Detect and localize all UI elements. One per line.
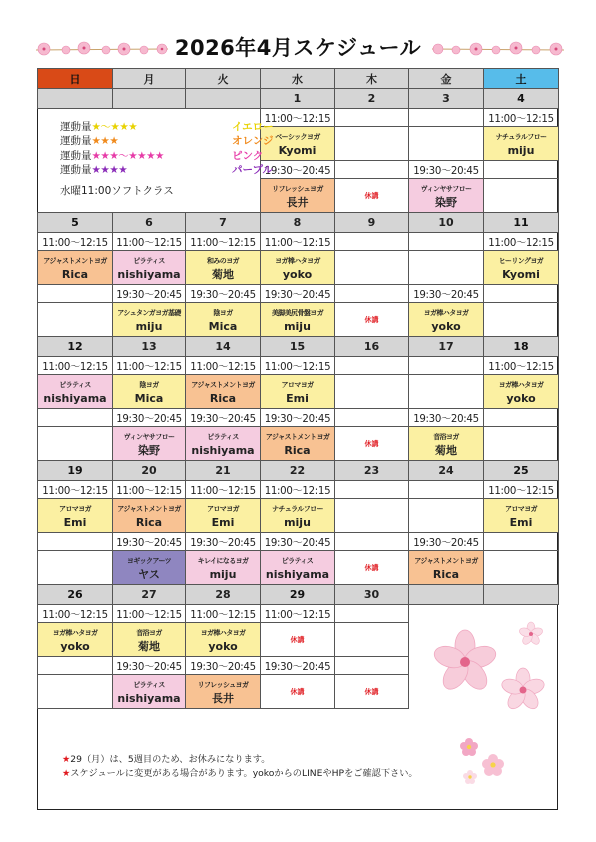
time-cell bbox=[335, 285, 409, 303]
class-cell bbox=[38, 303, 113, 337]
note-text: 29（月）は、5週目のため、お休みになります。 bbox=[70, 754, 271, 765]
instructor-name: ヤス bbox=[138, 567, 160, 581]
class-cell bbox=[113, 551, 186, 585]
date-cell bbox=[409, 585, 484, 605]
class-name: ピラティス bbox=[207, 432, 239, 441]
class-cell bbox=[409, 179, 484, 213]
class-cell bbox=[186, 251, 261, 285]
legend-label bbox=[60, 163, 127, 177]
time-cell: 19:30〜20:45 bbox=[113, 533, 186, 551]
class-cell bbox=[186, 551, 261, 585]
instructor-name: Rica bbox=[135, 515, 163, 529]
class-name: ヨガ棒ハタヨガ bbox=[200, 628, 246, 637]
instructor-name: nishiyama bbox=[117, 267, 181, 281]
note-star-icon: ★ bbox=[62, 768, 71, 779]
class-cell bbox=[38, 623, 113, 657]
class-cell bbox=[484, 127, 559, 161]
class-cell bbox=[484, 375, 559, 409]
class-cell bbox=[261, 179, 335, 213]
instructor-name: Emi bbox=[211, 515, 235, 529]
class-cell bbox=[186, 623, 261, 657]
class-cell bbox=[261, 499, 335, 533]
cancelled-label: 休講 bbox=[335, 303, 409, 337]
time-cell: 11:00〜12:15 bbox=[261, 109, 335, 127]
time-cell: 19:30〜20:45 bbox=[261, 409, 335, 427]
class-name: リフレッシュヨガ bbox=[272, 184, 323, 193]
time-cell bbox=[335, 357, 409, 375]
date-cell bbox=[38, 89, 113, 109]
class-name: 美脚美尻骨盤ヨガ bbox=[271, 308, 324, 317]
class-cell bbox=[335, 251, 409, 285]
class-name: ベーシックヨガ bbox=[275, 132, 320, 141]
time-cell bbox=[484, 161, 559, 179]
time-cell: 11:00〜12:15 bbox=[113, 233, 186, 251]
time-cell bbox=[38, 657, 113, 675]
title-area bbox=[0, 32, 596, 62]
class-cell bbox=[484, 251, 559, 285]
instructor-name: 菊地 bbox=[435, 443, 457, 457]
time-cell bbox=[409, 481, 484, 499]
date-cell: 26 bbox=[38, 585, 113, 605]
time-cell bbox=[335, 161, 409, 179]
class-cell bbox=[409, 551, 484, 585]
date-cell: 29 bbox=[261, 585, 335, 605]
date-cell: 8 bbox=[261, 213, 335, 233]
note-text: スケジュールに変更がある場合があります。yokoからのLINEやHPをご確認下さい。 bbox=[70, 768, 418, 779]
class-cell bbox=[113, 303, 186, 337]
note-line bbox=[62, 753, 482, 767]
time-cell: 11:00〜12:15 bbox=[186, 605, 261, 623]
date-cell: 4 bbox=[484, 89, 559, 109]
time-cell bbox=[484, 409, 559, 427]
instructor-name: nishiyama bbox=[191, 443, 255, 457]
instructor-name: Rica bbox=[61, 267, 89, 281]
pm-time-row bbox=[38, 409, 559, 427]
time-cell: 19:30〜20:45 bbox=[186, 657, 261, 675]
class-name: 音浴ヨガ bbox=[433, 432, 459, 441]
class-cell bbox=[113, 499, 186, 533]
legend-color-name: ピンク bbox=[232, 149, 264, 162]
time-cell bbox=[335, 409, 409, 427]
instructor-name: yoko bbox=[431, 319, 461, 333]
date-cell: 20 bbox=[113, 461, 186, 481]
class-cell bbox=[261, 251, 335, 285]
instructor-name: Emi bbox=[509, 515, 533, 529]
time-cell: 19:30〜20:45 bbox=[409, 533, 484, 551]
date-cell: 17 bbox=[409, 337, 484, 357]
class-name: 陰ヨガ bbox=[139, 380, 159, 389]
time-cell bbox=[38, 285, 113, 303]
class-name: 和みのヨガ bbox=[207, 256, 239, 265]
cancelled-label: 休講 bbox=[335, 551, 409, 585]
date-cell bbox=[186, 89, 261, 109]
date-cell: 3 bbox=[409, 89, 484, 109]
instructor-name: yoko bbox=[208, 639, 238, 653]
time-cell: 19:30〜20:45 bbox=[409, 285, 484, 303]
time-cell: 11:00〜12:15 bbox=[113, 357, 186, 375]
time-cell bbox=[335, 481, 409, 499]
class-name: ナチュラルフロー bbox=[272, 504, 323, 513]
class-name: ヴィンヤサフロー bbox=[420, 184, 472, 193]
class-cell bbox=[409, 499, 484, 533]
date-cell: 13 bbox=[113, 337, 186, 357]
cancelled-label: 休講 bbox=[335, 675, 409, 709]
class-cell bbox=[113, 623, 186, 657]
date-cell: 2 bbox=[335, 89, 409, 109]
instructor-name: Rica bbox=[284, 443, 311, 457]
class-cell bbox=[484, 427, 559, 461]
instructor-name: Kyomi bbox=[278, 143, 317, 157]
instructor-name: Emi bbox=[286, 391, 309, 405]
cancelled-label: 休講 bbox=[261, 675, 335, 709]
class-cell bbox=[261, 551, 335, 585]
date-cell: 18 bbox=[484, 337, 559, 357]
instructor-name: nishiyama bbox=[117, 691, 181, 705]
class-cell bbox=[38, 551, 113, 585]
time-cell: 11:00〜12:15 bbox=[261, 605, 335, 623]
instructor-name: miju bbox=[135, 319, 163, 333]
class-name: 陰ヨガ bbox=[213, 308, 233, 317]
instructor-name: miju bbox=[507, 143, 535, 157]
time-cell bbox=[335, 657, 409, 675]
legend-stars: ★〜★★★ bbox=[91, 121, 138, 133]
class-cell bbox=[186, 303, 261, 337]
class-name: ヒーリングヨガ bbox=[498, 256, 544, 265]
legend-row bbox=[56, 120, 276, 134]
time-cell bbox=[484, 533, 559, 551]
time-cell: 11:00〜12:15 bbox=[484, 481, 559, 499]
time-cell: 19:30〜20:45 bbox=[261, 533, 335, 551]
class-cell bbox=[186, 675, 261, 709]
date-row bbox=[38, 89, 559, 109]
weekday-header: 日 bbox=[38, 69, 113, 89]
time-cell bbox=[335, 533, 409, 551]
pm-class-row bbox=[38, 551, 559, 585]
time-cell: 19:30〜20:45 bbox=[113, 657, 186, 675]
class-cell bbox=[261, 427, 335, 461]
time-cell bbox=[484, 285, 559, 303]
class-cell bbox=[409, 251, 484, 285]
instructor-name: yoko bbox=[60, 639, 90, 653]
time-cell: 11:00〜12:15 bbox=[186, 481, 261, 499]
class-name: 音浴ヨガ bbox=[136, 628, 162, 637]
pm-class-row bbox=[38, 427, 559, 461]
class-cell bbox=[484, 551, 559, 585]
class-cell bbox=[335, 375, 409, 409]
class-cell bbox=[113, 375, 186, 409]
am-time-row bbox=[38, 233, 559, 251]
class-cell bbox=[186, 499, 261, 533]
class-name: ヨガ棒ハタヨガ bbox=[498, 380, 544, 389]
class-name: アジャストメントヨガ bbox=[191, 380, 255, 389]
instructor-name: Mica bbox=[134, 391, 164, 405]
class-cell bbox=[484, 179, 559, 213]
class-name: アジャストメントヨガ bbox=[117, 504, 181, 513]
date-cell: 19 bbox=[38, 461, 113, 481]
weekday-header: 土 bbox=[484, 69, 559, 89]
cancelled-label: 休講 bbox=[261, 623, 335, 657]
class-cell bbox=[409, 127, 484, 161]
weekday-header: 金 bbox=[409, 69, 484, 89]
time-cell bbox=[409, 357, 484, 375]
instructor-name: 染野 bbox=[435, 195, 457, 209]
weekday-header: 水 bbox=[261, 69, 335, 89]
class-name: アロマヨガ bbox=[281, 380, 314, 389]
date-cell: 9 bbox=[335, 213, 409, 233]
note-line bbox=[62, 767, 482, 781]
cancelled-label: 休講 bbox=[335, 427, 409, 461]
date-cell: 28 bbox=[186, 585, 261, 605]
page-title: 2026年4月スケジュール bbox=[174, 36, 422, 60]
class-cell bbox=[186, 427, 261, 461]
legend-stars: ★★★★ bbox=[91, 163, 128, 176]
date-cell: 30 bbox=[335, 585, 409, 605]
instructor-name: Rica bbox=[432, 567, 460, 581]
instructor-name: nishiyama bbox=[43, 391, 107, 405]
date-cell: 1 bbox=[261, 89, 335, 109]
time-cell bbox=[335, 605, 409, 623]
class-name: ヨガ棒ハタヨガ bbox=[275, 256, 320, 265]
date-cell: 15 bbox=[261, 337, 335, 357]
class-cell bbox=[335, 127, 409, 161]
date-cell: 7 bbox=[186, 213, 261, 233]
class-cell bbox=[261, 303, 335, 337]
date-cell: 24 bbox=[409, 461, 484, 481]
time-cell: 11:00〜12:15 bbox=[38, 233, 113, 251]
instructor-name: 菊地 bbox=[212, 267, 234, 281]
am-class-row bbox=[38, 375, 559, 409]
am-class-row bbox=[38, 251, 559, 285]
class-name: ナチュラルフロー bbox=[495, 132, 547, 141]
legend-label bbox=[60, 149, 164, 163]
weekday-header: 火 bbox=[186, 69, 261, 89]
time-cell bbox=[38, 409, 113, 427]
class-name: アロマヨガ bbox=[207, 504, 239, 513]
time-cell bbox=[335, 233, 409, 251]
instructor-name: Mica bbox=[208, 319, 238, 333]
class-cell bbox=[38, 251, 113, 285]
note-star-icon: ★ bbox=[62, 754, 71, 765]
class-name: アジャストメントヨガ bbox=[414, 556, 478, 565]
instructor-name: 菊地 bbox=[138, 639, 160, 653]
time-cell: 11:00〜12:15 bbox=[38, 481, 113, 499]
weekday-header: 月 bbox=[113, 69, 186, 89]
date-cell: 27 bbox=[113, 585, 186, 605]
class-cell bbox=[409, 375, 484, 409]
time-cell: 19:30〜20:45 bbox=[186, 285, 261, 303]
date-cell: 21 bbox=[186, 461, 261, 481]
legend-row bbox=[56, 163, 276, 177]
instructor-name: Emi bbox=[63, 515, 87, 529]
pm-time-row bbox=[38, 285, 559, 303]
class-name: キレイになるヨガ bbox=[197, 556, 249, 565]
class-name: ヨガ棒ハタヨガ bbox=[52, 628, 98, 637]
class-cell bbox=[409, 303, 484, 337]
time-cell: 11:00〜12:15 bbox=[484, 357, 559, 375]
class-name: ピラティス bbox=[59, 380, 91, 389]
class-name: ピラティス bbox=[281, 556, 314, 565]
pm-class-row bbox=[38, 303, 559, 337]
legend-text: 運動量 bbox=[60, 121, 92, 133]
time-cell bbox=[38, 533, 113, 551]
time-cell: 19:30〜20:45 bbox=[113, 285, 186, 303]
time-cell: 11:00〜12:15 bbox=[484, 109, 559, 127]
legend-label bbox=[60, 120, 137, 134]
time-cell: 11:00〜12:15 bbox=[38, 605, 113, 623]
class-name: アロマヨガ bbox=[505, 504, 537, 513]
instructor-name: 染野 bbox=[138, 443, 160, 457]
time-cell bbox=[409, 109, 484, 127]
date-cell: 11 bbox=[484, 213, 559, 233]
date-cell: 16 bbox=[335, 337, 409, 357]
legend-label bbox=[60, 134, 118, 148]
time-cell: 19:30〜20:45 bbox=[409, 409, 484, 427]
class-name: アロマヨガ bbox=[59, 504, 91, 513]
date-cell bbox=[484, 585, 559, 605]
date-cell: 14 bbox=[186, 337, 261, 357]
intensity-legend bbox=[56, 120, 276, 197]
class-name: ヴィンヤサフロー bbox=[123, 432, 175, 441]
instructor-name: nishiyama bbox=[265, 567, 330, 581]
class-name: ピラティス bbox=[133, 256, 165, 265]
weekday-header-row bbox=[38, 69, 559, 89]
instructor-name: yoko bbox=[282, 267, 313, 281]
time-cell: 19:30〜20:45 bbox=[261, 657, 335, 675]
instructor-name: miju bbox=[209, 567, 237, 581]
legend-row bbox=[56, 134, 276, 148]
soft-class-note: 水曜11:00ソフトクラス bbox=[60, 185, 174, 197]
date-cell: 6 bbox=[113, 213, 186, 233]
class-cell bbox=[335, 623, 409, 657]
class-cell bbox=[335, 499, 409, 533]
time-cell bbox=[335, 109, 409, 127]
time-cell: 11:00〜12:15 bbox=[261, 481, 335, 499]
class-cell bbox=[38, 499, 113, 533]
date-row bbox=[38, 213, 559, 233]
time-cell: 11:00〜12:15 bbox=[113, 605, 186, 623]
time-cell: 11:00〜12:15 bbox=[484, 233, 559, 251]
class-cell bbox=[261, 375, 335, 409]
instructor-name: miju bbox=[284, 515, 311, 529]
legend-stars: ★★★〜★★★★ bbox=[91, 149, 164, 162]
class-name: ピラティス bbox=[133, 680, 165, 689]
legend-text: 運動量 bbox=[60, 149, 92, 162]
time-cell: 19:30〜20:45 bbox=[186, 409, 261, 427]
class-cell bbox=[38, 427, 113, 461]
class-cell bbox=[38, 675, 113, 709]
time-cell: 11:00〜12:15 bbox=[186, 233, 261, 251]
legend-row bbox=[56, 149, 276, 163]
date-row bbox=[38, 337, 559, 357]
class-cell bbox=[113, 251, 186, 285]
am-time-row bbox=[38, 357, 559, 375]
class-cell bbox=[113, 427, 186, 461]
class-name: アジャストメントヨガ bbox=[43, 256, 107, 265]
am-time-row bbox=[38, 481, 559, 499]
time-cell: 11:00〜12:15 bbox=[113, 481, 186, 499]
date-cell: 12 bbox=[38, 337, 113, 357]
class-name: リフレッシュヨガ bbox=[197, 680, 249, 689]
date-cell: 25 bbox=[484, 461, 559, 481]
date-cell: 10 bbox=[409, 213, 484, 233]
legend-color-name: イエロー bbox=[232, 121, 274, 133]
time-cell: 11:00〜12:15 bbox=[38, 357, 113, 375]
class-cell bbox=[409, 427, 484, 461]
date-row bbox=[38, 461, 559, 481]
time-cell: 19:30〜20:45 bbox=[409, 161, 484, 179]
time-cell: 11:00〜12:15 bbox=[186, 357, 261, 375]
legend-stars: ★★★ bbox=[91, 135, 119, 148]
time-cell: 19:30〜20:45 bbox=[261, 285, 335, 303]
cherry-blossom-garland-right bbox=[428, 38, 568, 60]
cherry-blossom-illustration bbox=[425, 612, 555, 722]
date-row bbox=[38, 585, 559, 605]
class-name: ヨギックアーツ bbox=[126, 556, 172, 565]
cancelled-label: 休講 bbox=[335, 179, 409, 213]
time-cell: 11:00〜12:15 bbox=[261, 357, 335, 375]
legend-color-name: パープル bbox=[232, 163, 274, 176]
am-class-row bbox=[38, 499, 559, 533]
time-cell bbox=[409, 233, 484, 251]
legend-text: 運動量 bbox=[60, 135, 92, 148]
instructor-name: 長井 bbox=[212, 691, 234, 705]
class-cell bbox=[484, 303, 559, 337]
legend-text: 運動量 bbox=[60, 163, 92, 176]
legend-color-name: オレンジ bbox=[232, 135, 274, 148]
class-name: ヨガ棒ハタヨガ bbox=[423, 308, 469, 317]
time-cell: 19:30〜20:45 bbox=[186, 533, 261, 551]
instructor-name: Rica bbox=[209, 391, 237, 405]
date-cell: 22 bbox=[261, 461, 335, 481]
instructor-name: yoko bbox=[506, 391, 536, 405]
instructor-name: 長井 bbox=[286, 195, 309, 209]
date-cell: 23 bbox=[335, 461, 409, 481]
class-cell bbox=[113, 675, 186, 709]
instructor-name: Kyomi bbox=[502, 267, 540, 281]
weekday-header: 木 bbox=[335, 69, 409, 89]
time-cell: 19:30〜20:45 bbox=[261, 161, 335, 179]
pm-time-row bbox=[38, 533, 559, 551]
time-cell: 19:30〜20:45 bbox=[113, 409, 186, 427]
time-cell: 11:00〜12:15 bbox=[261, 233, 335, 251]
date-cell bbox=[113, 89, 186, 109]
class-cell bbox=[484, 499, 559, 533]
class-name: アシュタンガヨガ基礎 bbox=[117, 308, 181, 317]
footer-notes bbox=[62, 753, 482, 781]
class-name: アジャストメントヨガ bbox=[265, 432, 330, 441]
class-cell bbox=[186, 375, 261, 409]
instructor-name: miju bbox=[284, 319, 311, 333]
date-cell: 5 bbox=[38, 213, 113, 233]
class-cell bbox=[38, 375, 113, 409]
